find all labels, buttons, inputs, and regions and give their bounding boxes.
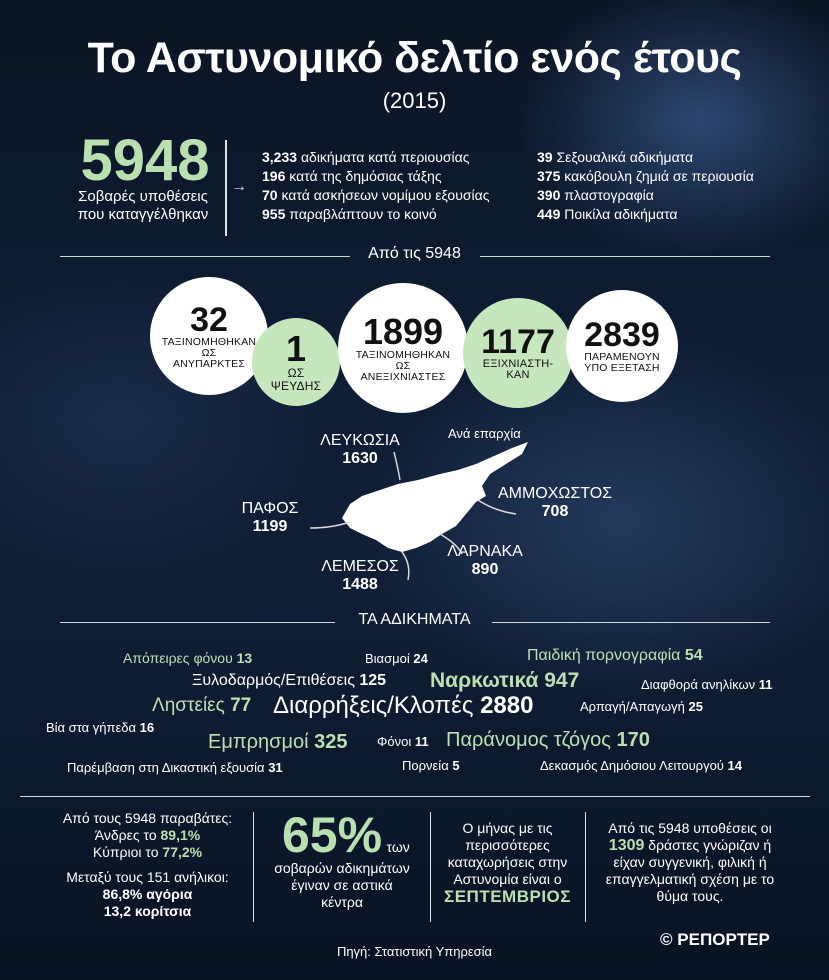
circle-label: ΩΣ [287,366,305,380]
stat-item: 375 κακόβουλη ζημιά σε περιουσία [537,168,754,184]
month-line: καταχωρήσεις στην [447,854,568,870]
offenders-intro: Από τους 5948 παραβάτες: [62,810,233,826]
page-year: (2015) [382,88,447,113]
district-larnaca [430,543,540,579]
district-name: ΛΑΡΝΑΚΑ [447,543,523,560]
heading-rule [492,622,770,623]
circle-label: ΠΑΡΑΜΕΝΟΥΝ [584,351,660,363]
copyright-icon: © [660,930,673,949]
offenders-men: Άνδρες το 89,1% [94,827,201,843]
crime-robbery: Ληστείες 77 [152,695,252,716]
breakdown-heading-text: Από τις 5948 [368,245,461,262]
stat-item: 39 Σεξουαλικά αδικήματα [537,149,694,165]
district-name: ΑΜΜΟΧΩΣΤΟΣ [497,485,613,502]
crime-arson: Εμπρησμοί 325 [208,731,348,753]
district-limassol [305,558,415,594]
total-cases-number: 5948 [80,128,210,193]
divider [585,812,586,922]
source-text: Πηγή: Στατιστική Υπηρεσία [336,944,493,959]
circle-pending [566,290,678,402]
brand-logo [660,930,770,950]
month-line: περισσότερες [465,837,550,853]
circle-value: 2839 [584,316,660,354]
district-value: 708 [541,503,569,520]
crime-rape: Βιασμοί 24 [365,651,428,666]
stat-item: 449 Ποικίλα αδικήματα [537,206,678,222]
circle-label: ΚΑΝ [506,369,530,381]
crime-child-pornography: Παιδική πορνογραφία 54 [527,647,703,664]
circle-unsolved [338,283,468,413]
caption-line: Σοβαρές υποθέσεις [78,188,208,205]
stat-item: 196 κατά της δημόσιας τάξης [262,168,442,184]
district-value: 890 [471,561,499,578]
pointer-line [310,522,350,528]
circle-label: ΨΕΥΔΗΣ [270,379,322,393]
urban-line: σοβαρών αδικημάτων [274,860,410,876]
stat-item: 390 πλαστογραφία [537,187,654,203]
divider [430,812,431,922]
crime-assault: Ξυλοδαρμός/Επιθέσεις 125 [192,672,387,689]
district-famagusta [480,485,630,521]
stat-item: 3,233 αδικήματα κατά περιουσίας [262,149,470,165]
breakdown-heading [0,245,829,263]
circle-value: 1899 [362,310,444,352]
district-paphos [230,500,310,536]
heading-rule [60,256,350,257]
stat-item: 955 παραβλάπτουν το κοινό [262,206,437,222]
month-line: Αστυνομία είναι ο [453,871,562,887]
circle-label: ΑΝΕΞΙΧΝΙΑΣΤΕΣ [360,370,446,383]
urban-percent: 65% [282,807,383,863]
circle-label: ΩΣ [395,359,411,372]
circle-label: ΥΠΟ ΕΞΕΤΑΣΗ [584,362,660,374]
relation-line: επαγγελματική σχέση με το [605,871,775,887]
circle-nonexistent [150,277,268,395]
crime-burglary-theft: Διαρρήξεις/Κλοπές 2880 [273,692,534,719]
divider [253,812,254,922]
circle-value: 32 [190,300,228,339]
district-value: 1199 [252,518,288,535]
district-value: 1488 [342,576,378,593]
heading-rule [480,256,770,257]
arrow-right-icon: → [231,178,247,195]
crimes-heading-text: ΤΑ ΑΔΙΚΗΜΑΤΑ [358,611,471,628]
heading-rule [60,622,335,623]
divider [20,796,810,797]
crime-abduction: Αρπαγή/Απαγωγή 25 [580,699,703,714]
district-nicosia [300,432,420,468]
total-cases-caption [48,188,238,224]
crime-bribery: Δεκασμός Δημόσιου Λειτουργού 14 [540,758,743,773]
circle-value: 1177 [481,323,555,361]
circle-label: ΩΣ [201,346,217,359]
crimes-heading [0,611,829,629]
district-name: ΠΑΦΟΣ [241,500,299,517]
crime-murders: Φόνοι 11 [377,734,429,749]
district-name: ΛΕΥΚΩΣΙΑ [320,432,400,449]
urban-line: κέντρα [321,894,363,910]
circle-label: ΤΑΞΙΝΟΜΗΘΗΚΑΝ [161,335,257,348]
relation-line: Από τις 5948 υποθέσεις οι [608,820,772,836]
brand-name: ΡΕΠΟΡΤΕΡ [677,930,770,949]
relation-line: είχαν συγγενική, φιλική ή [613,854,767,870]
caption-line: που καταγγέλθηκαν [77,206,209,223]
month-line: Ο μήνας με τις [462,820,553,836]
urban-line: έγιναν σε αστικά [291,877,393,893]
stat-list-left [262,148,489,224]
circle-value: 1 [285,328,307,369]
circle-label: ΑΝΥΠΑΡΚΤΕΣ [172,357,246,370]
districts-heading: Ανά επαρχία [448,426,521,441]
circle-false [252,318,340,406]
crime-drugs: Ναρκωτικά 947 [430,669,580,692]
month-block [435,820,580,905]
urban-suffix: των [386,839,410,855]
minors-boys: 86,8% αγόρια [102,886,193,902]
district-value: 1630 [342,450,378,467]
crime-stadium-violence: Βία στα γήπεδα 16 [46,720,155,735]
page-title: Το Αστυνομικό δελτίο ενός έτους [87,34,742,82]
offenders-cypriots: Κύπριοι το 77,2% [92,844,203,860]
crime-judicial-interference: Παρέμβαση στη Δικαστική εξουσία 31 [67,760,283,775]
minors-girls: 13,2 κορίτσια [103,903,192,919]
crime-prostitution: Πορνεία 5 [402,758,460,773]
crime-attempted-murder: Απόπειρες φόνου 13 [123,650,253,666]
district-name: ΛΕΜΕΣΟΣ [321,558,399,575]
offenders-block [50,810,245,920]
relation-line: θύμα τους. [656,888,724,904]
circle-label: ΤΑΞΙΝΟΜΗΘΗΚΑΝ [355,348,451,361]
crime-illegal-gambling: Παράνομος τζόγος 170 [446,729,650,751]
divider [225,140,227,236]
stat-list-right [537,148,754,224]
minors-intro: Μεταξύ τους 151 ανήλικοι: [66,869,229,885]
relation-block [590,820,790,905]
circle-label: ΕΞΙΧΝΙΑΣΤΗ- [482,358,554,370]
circle-solved [463,298,573,408]
relation-line: 1309 δράστες γνώριζαν ή [608,837,772,854]
crime-corruption-minors: Διαφθορά ανηλίκων 11 [641,677,773,692]
urban-block [262,807,422,911]
urban-percent-row [282,807,422,863]
month-highlight: ΣΕΠΤΕΜΒΡΙΟΣ [444,887,571,906]
stat-item: 70 κατά ασκήσεων νομίμου εξουσίας [262,187,490,203]
